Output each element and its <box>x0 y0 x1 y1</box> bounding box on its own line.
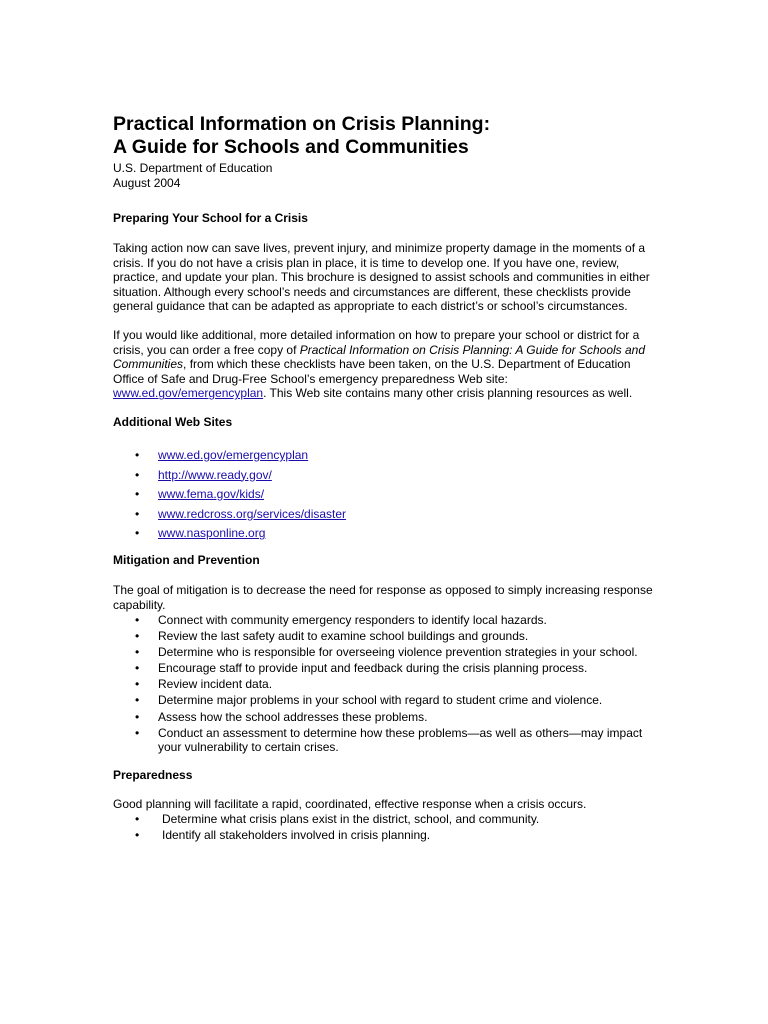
bullet-icon: • <box>135 526 140 541</box>
bullet-icon: • <box>135 677 140 692</box>
list-item-text: Connect with community emergency responders to identify local hazards. <box>158 612 547 627</box>
website-link[interactable]: http://www.ready.gov/ <box>158 467 272 482</box>
list-item-text: Determine what crisis plans exist in the district, school, and community. <box>162 811 540 826</box>
list-item <box>113 645 658 660</box>
guide-title-italic: Practical Information on Crisis Planning: A Guide for Schools and Communities <box>113 342 646 372</box>
list-item-text: Determine who is responsible for overseeing violence prevention strategies in your school. <box>158 644 638 659</box>
website-link[interactable]: www.fema.gov/kids/ <box>158 487 265 502</box>
bullet-icon: • <box>135 709 140 724</box>
bullet-icon: • <box>135 467 140 482</box>
websites-list <box>113 448 658 541</box>
preparedness-list <box>113 812 658 843</box>
paragraph-mitigation: The goal of mitigation is to decrease the need for response as opposed to simply increasing response capability. <box>113 583 653 612</box>
list-item <box>113 661 658 676</box>
heading-preparing: Preparing Your School for a Crisis <box>113 211 308 225</box>
para2-text-end: . This Web site contains many other crisis planning resources as well. <box>263 386 633 401</box>
bullet-icon: • <box>135 661 140 676</box>
list-item <box>113 507 658 522</box>
bullet-icon: • <box>135 506 140 521</box>
list-item <box>113 710 658 725</box>
list-item-text: Encourage staff to provide input and feedback during the crisis planning process. <box>158 661 588 676</box>
bullet-icon: • <box>135 628 140 643</box>
list-item-text: Assess how the school addresses these problems. <box>158 709 428 724</box>
publisher: U.S. Department of Education <box>113 161 273 175</box>
bullet-icon: • <box>135 612 140 627</box>
bullet-icon: • <box>135 487 140 502</box>
mitigation-list <box>113 613 658 756</box>
title-line-1: Practical Information on Crisis Planning: <box>113 113 491 135</box>
list-item-text: Review the last safety audit to examine school buildings and grounds. <box>158 628 529 643</box>
document-title <box>113 113 658 159</box>
website-link[interactable]: www.nasponline.org <box>158 526 266 541</box>
list-item <box>113 629 658 644</box>
para2-text-middle: , from which these checklists have been taken, on the U.S. Department of Education Office of Safe and Drug-Free School’s emergency preparedness Web site: <box>113 357 631 386</box>
paragraph-preparedness: Good planning will facilitate a rapid, coordinated, effective response when a crisis occurs. <box>113 797 587 811</box>
list-item-text: Conduct an assessment to determine how these problems—as well as others—may impact your vulnerability to certain crises. <box>158 725 643 755</box>
list-item-text: Review incident data. <box>158 677 273 692</box>
title-line-2: A Guide for Schools and Communities <box>113 136 469 158</box>
list-item <box>113 613 658 628</box>
bullet-icon: • <box>135 827 140 842</box>
list-item <box>113 726 658 755</box>
para2-text-start: If you would like additional, more detailed information on how to prepare your school or district for a crisis, you can order a free copy of <box>113 327 640 357</box>
list-item <box>113 812 658 827</box>
heading-mitigation: Mitigation and Prevention <box>113 553 260 568</box>
list-item-text: Determine major problems in your school with regard to student crime and violence. <box>158 693 603 708</box>
list-item <box>113 468 658 483</box>
list-item <box>113 828 658 843</box>
paragraph-preparing-1: Taking action now can save lives, prevent injury, and minimize property damage in the moments of a crisis. If you do not have a crisis plan in place, it is time to develop one. If you have one, review, practice, and update your plan. This brochure is designed to assist schools and communities in either situation. Although every school’s needs and circumstances are different, these checklists provide general guidance that can be adapted as appropriate to each district’s or school’s circumstances. <box>113 241 650 314</box>
list-item <box>113 487 658 502</box>
paragraph-preparing-2 <box>113 328 658 401</box>
list-item <box>113 693 658 708</box>
list-item-text: Identify all stakeholders involved in crisis planning. <box>162 827 431 842</box>
publication-date: August 2004 <box>113 176 181 190</box>
website-link[interactable]: www.ed.gov/emergencyplan <box>158 447 309 462</box>
bullet-icon: • <box>135 693 140 708</box>
list-item <box>113 526 658 541</box>
heading-preparedness: Preparedness <box>113 768 193 782</box>
list-item <box>113 677 658 692</box>
bullet-icon: • <box>135 811 140 826</box>
heading-websites: Additional Web Sites <box>113 414 233 429</box>
document-body <box>113 113 658 844</box>
bullet-icon: • <box>135 644 140 659</box>
emergencyplan-link[interactable]: www.ed.gov/emergencyplan <box>113 386 264 401</box>
website-link[interactable]: www.redcross.org/services/disaster <box>158 506 347 521</box>
bullet-icon: • <box>135 447 140 462</box>
bullet-icon: • <box>135 725 140 740</box>
list-item <box>113 448 658 463</box>
